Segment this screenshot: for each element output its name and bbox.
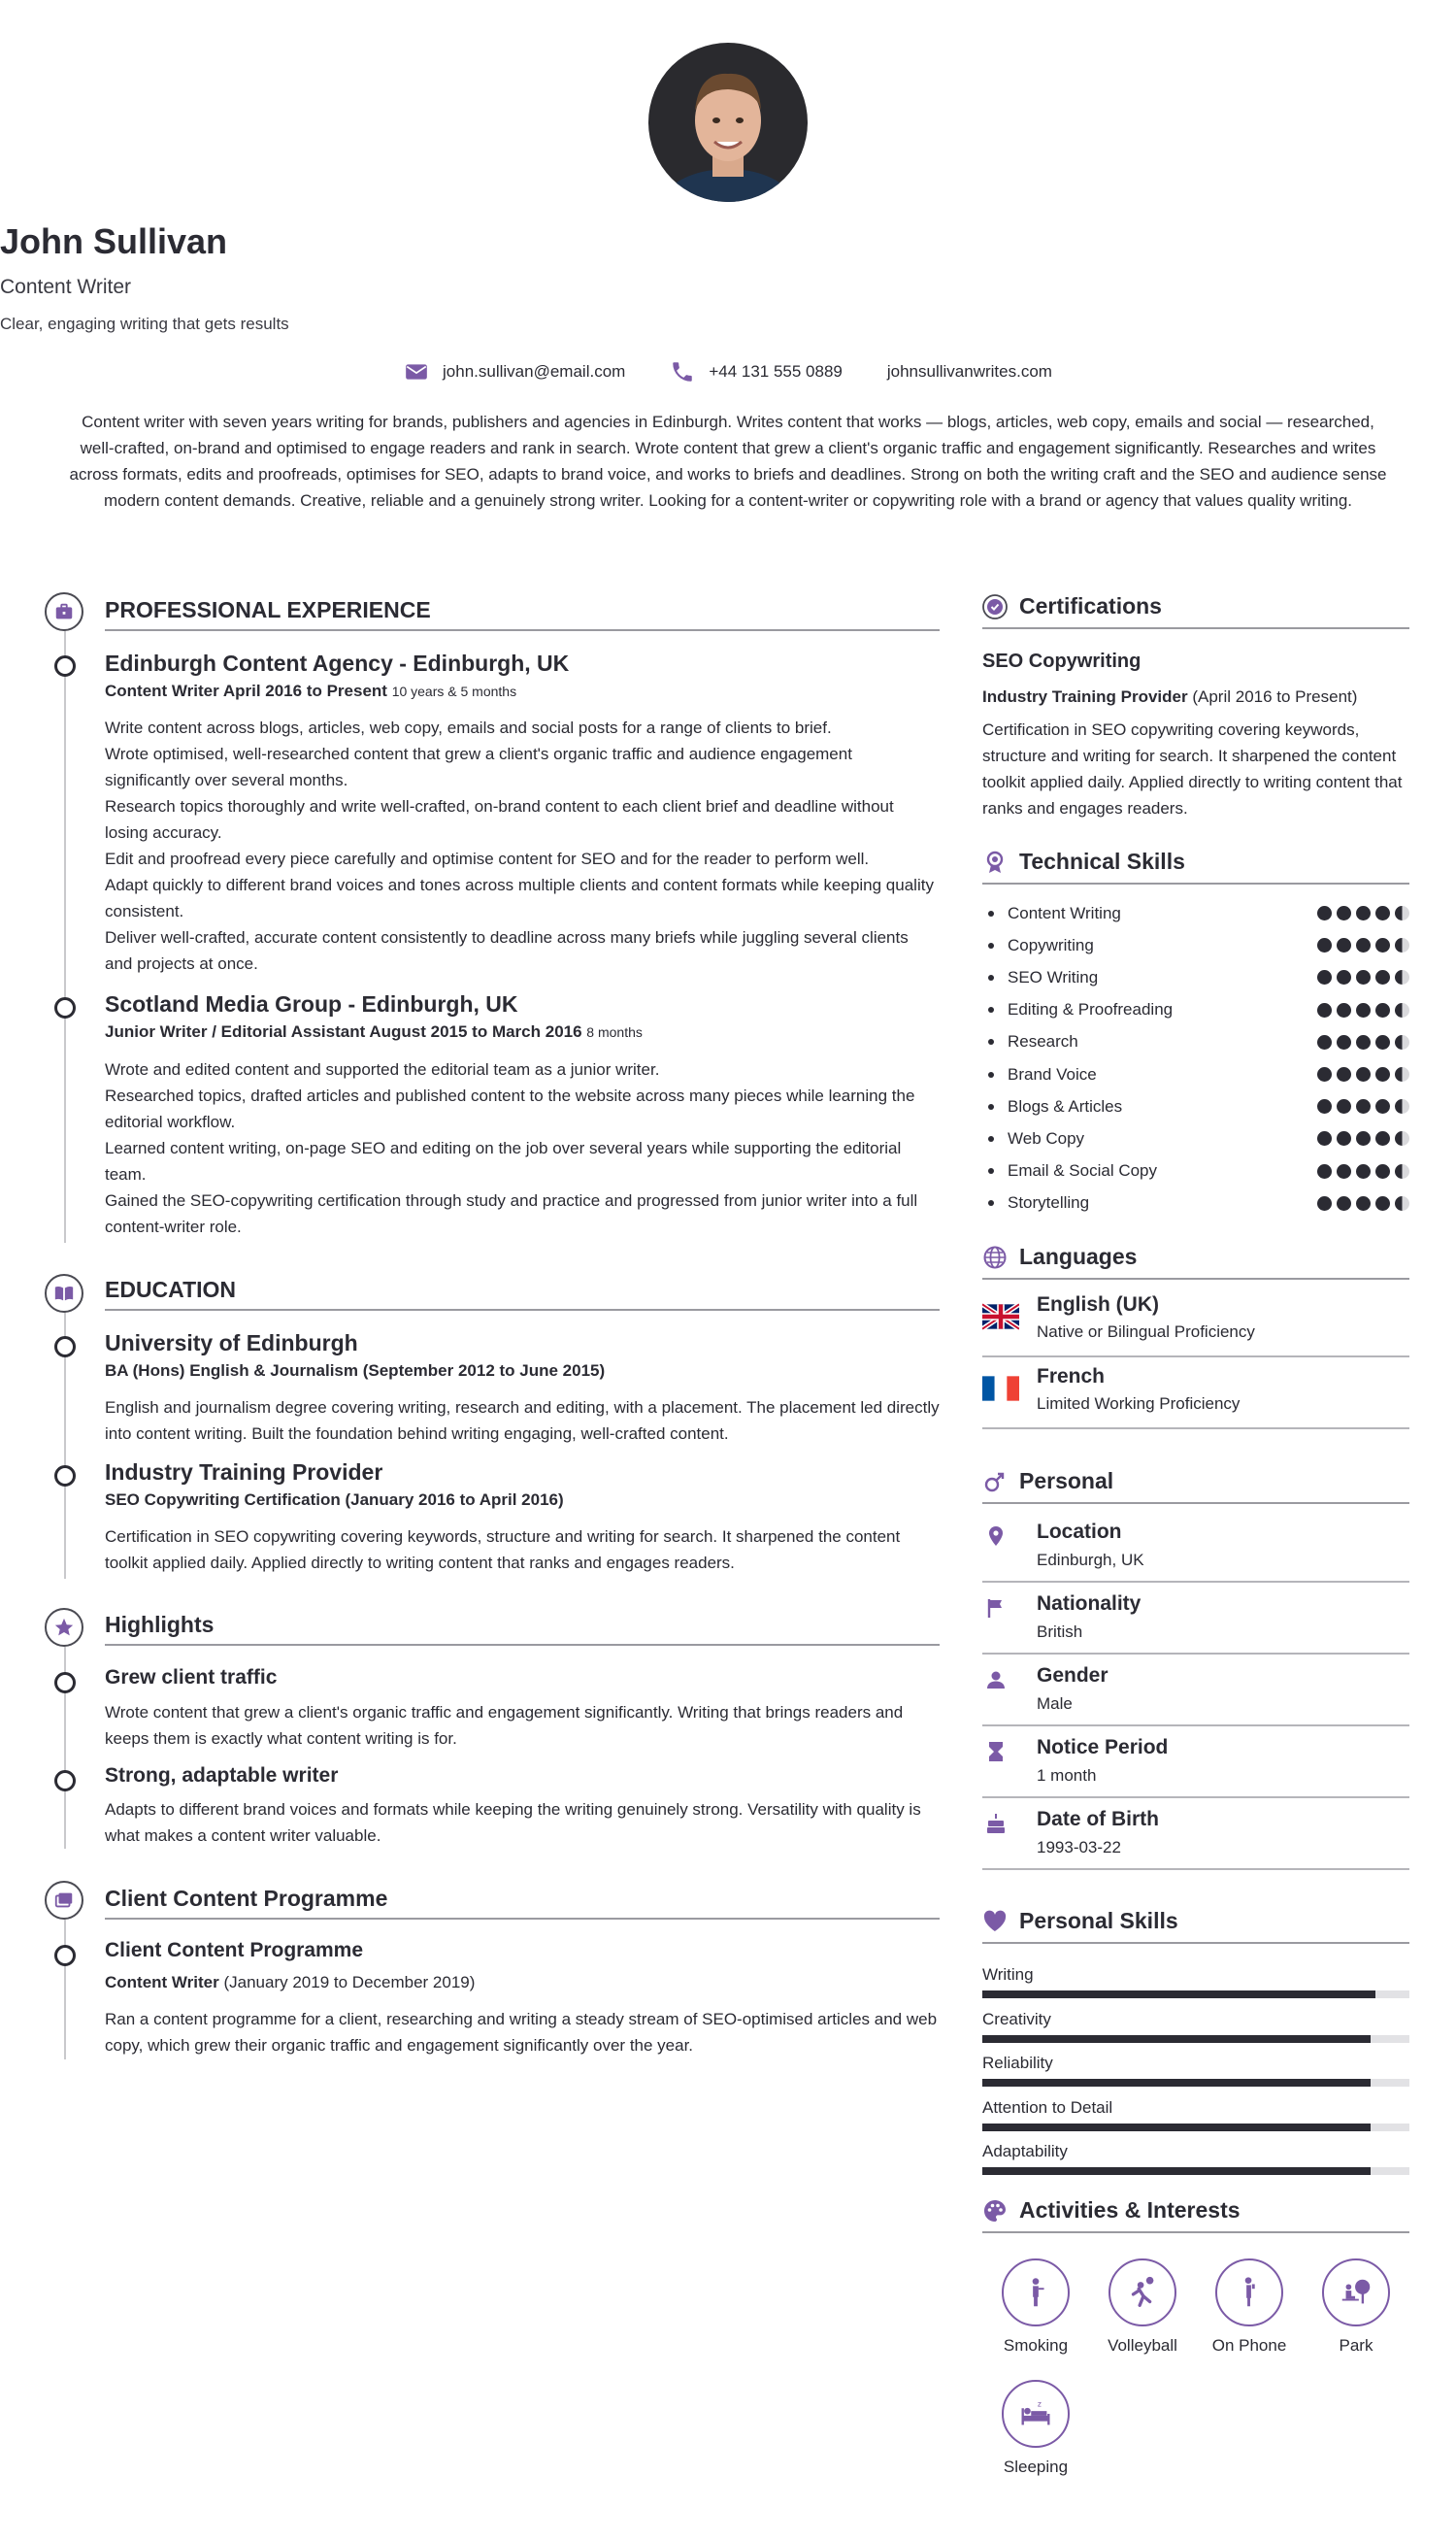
award-ribbon-icon xyxy=(982,850,1008,875)
timeline-dot xyxy=(54,1465,76,1487)
skill-rating xyxy=(1317,1196,1409,1211)
rating-dot xyxy=(1337,1003,1351,1018)
personal-skill-name: Attention to Detail xyxy=(982,2097,1113,2117)
rating-dot xyxy=(1356,1003,1371,1018)
list-item: Adapt quickly to different brand voices and tones across multiple clients and content formats while keeping quality consistent. xyxy=(105,876,934,920)
experience-description xyxy=(105,715,940,977)
list-item: Research topics thoroughly and write well-crafted, on-brand content to each client brief and deadline without losing accuracy. xyxy=(105,797,894,842)
candidate-name: John Sullivan xyxy=(0,221,228,261)
technical-skill-name: Web Copy xyxy=(1008,1128,1085,1148)
rating-dot xyxy=(1337,1131,1351,1146)
timeline-dot xyxy=(54,1336,76,1357)
experience-description xyxy=(105,1056,940,1240)
rating-dot xyxy=(1375,1035,1390,1050)
education-school: University of Edinburgh xyxy=(105,1330,358,1355)
park-icon xyxy=(1338,2274,1374,2311)
rating-dot xyxy=(1337,1164,1351,1179)
rating-dot xyxy=(1317,1035,1332,1050)
activity-label: On Phone xyxy=(1211,2336,1287,2355)
skill-bar-track xyxy=(982,2167,1409,2175)
email-contact[interactable] xyxy=(404,359,625,385)
personal-location xyxy=(982,1511,1409,1583)
rating-dot xyxy=(1395,1164,1409,1179)
experience-role: Content Writer April 2016 to Present 10 years & 5 months xyxy=(105,682,517,700)
rating-dot xyxy=(1395,1035,1409,1050)
rating-dot xyxy=(1395,1003,1409,1018)
palette-icon xyxy=(982,2198,1008,2224)
svg-text:z: z xyxy=(1037,2399,1042,2409)
rating-dot xyxy=(1337,1196,1351,1211)
personal-gender xyxy=(982,1655,1409,1726)
personal-label: Gender xyxy=(1037,1664,1109,1687)
rating-dot xyxy=(1356,1067,1371,1082)
flag-icon xyxy=(984,1596,1008,1620)
timeline-dot xyxy=(54,655,76,677)
languages-heading: Languages xyxy=(982,1244,1409,1280)
technical-skill-name: SEO Writing xyxy=(1008,967,1099,987)
experience-heading: PROFESSIONAL EXPERIENCE xyxy=(105,597,940,631)
technical-skill-row xyxy=(982,1122,1409,1154)
education-section-icon xyxy=(45,1274,83,1313)
skill-rating xyxy=(1317,1164,1409,1179)
rating-dot xyxy=(1375,1099,1390,1114)
technical-skill-row xyxy=(982,897,1409,929)
rating-dot xyxy=(1375,1131,1390,1146)
rating-dot xyxy=(1395,970,1409,985)
highlight-description: Adapts to different brand voices and formats while keeping the writing genuinely strong. Versatility with quality is what makes a content writer valuable. xyxy=(105,1800,921,1845)
star-icon xyxy=(53,1617,75,1638)
skill-bar-fill xyxy=(982,2167,1371,2175)
rating-dot xyxy=(1337,1035,1351,1050)
rating-dot xyxy=(1356,1196,1371,1211)
technical-skill-row xyxy=(982,961,1409,993)
activities-heading: Activities & Interests xyxy=(982,2197,1409,2233)
project-role: Content Writer (January 2019 to December 2019) xyxy=(105,1973,476,1991)
timeline-dot xyxy=(54,1770,76,1791)
education-degree: SEO Copywriting Certification (January 2016 to April 2016) xyxy=(105,1490,564,1509)
list-item: Edit and proofread every piece carefully and optimise content for SEO and for the reader to perform well. xyxy=(105,850,870,868)
timeline-dot xyxy=(54,1672,76,1693)
skill-bar-track xyxy=(982,2079,1409,2087)
personal-skill-row xyxy=(982,1965,1409,2009)
rating-dot xyxy=(1395,1099,1409,1114)
list-item: Wrote and edited content and supported the editorial team as a junior writer. xyxy=(105,1060,660,1079)
website-contact[interactable] xyxy=(887,359,1052,385)
technical-skill-name: Copywriting xyxy=(1008,935,1094,954)
technical-skill-name: Blogs & Articles xyxy=(1008,1096,1123,1116)
rating-dot xyxy=(1375,1067,1390,1082)
skill-rating xyxy=(1317,1035,1409,1050)
email-icon xyxy=(404,359,429,385)
personal-label: Notice Period xyxy=(1037,1736,1169,1758)
projects-section-icon xyxy=(45,1881,83,1920)
projects-timeline xyxy=(64,1920,66,2059)
personal-skill-name: Reliability xyxy=(982,2054,1053,2072)
education-degree: BA (Hons) English & Journalism (September 2012 to June 2015) xyxy=(105,1361,606,1380)
bullet xyxy=(988,1104,994,1110)
skill-bar-track xyxy=(982,2035,1409,2043)
education-description: Certification in SEO copywriting covering keywords, structure and writing for search. It sharpened the content toolkit applied daily. Applied directly to writing content that ranks and engages readers. xyxy=(105,1527,901,1572)
location-pin-icon xyxy=(984,1524,1008,1548)
smoking-icon xyxy=(1017,2274,1054,2311)
skill-rating xyxy=(1317,1099,1409,1114)
rating-dot xyxy=(1317,1131,1332,1146)
rating-dot xyxy=(1375,970,1390,985)
certification-name: SEO Copywriting xyxy=(982,651,1142,672)
activity-park xyxy=(1312,2258,1400,2356)
experience-company: Edinburgh Content Agency - Edinburgh, UK xyxy=(105,651,570,676)
language-level: Limited Working Proficiency xyxy=(1037,1394,1241,1413)
personal-skill-name: Writing xyxy=(982,1965,1034,1984)
bullet xyxy=(988,943,994,949)
skill-bar-fill xyxy=(982,2035,1371,2043)
technical-skill-name: Brand Voice xyxy=(1008,1064,1097,1084)
personal-nationality xyxy=(982,1583,1409,1655)
personal-skill-name: Adaptability xyxy=(982,2142,1068,2160)
personal-label: Date of Birth xyxy=(1037,1808,1159,1830)
skill-rating xyxy=(1317,970,1409,985)
rating-dot xyxy=(1317,906,1332,920)
badge-check-icon xyxy=(982,594,1008,619)
list-item: Learned content writing, on-page SEO and editing on the job over several years while supporting the editorial team. xyxy=(105,1139,902,1184)
france-flag-icon xyxy=(982,1375,1019,1402)
rating-dot xyxy=(1395,1131,1409,1146)
activity-label: Smoking xyxy=(1003,2336,1069,2355)
personal-date-of-birth xyxy=(982,1798,1409,1870)
language-english xyxy=(982,1286,1409,1357)
technical-skill-row xyxy=(982,1155,1409,1187)
highlight-title: Strong, adaptable writer xyxy=(105,1764,339,1787)
education-description: English and journalism degree covering writing, research and editing, with a placement. The placement led directly into content writing. Built the foundation behind writing engaging, well-crafted content. xyxy=(105,1398,940,1443)
experience-timeline xyxy=(64,629,66,1243)
technical-skill-name: Email & Social Copy xyxy=(1008,1161,1158,1181)
technical-skills-heading: Technical Skills xyxy=(982,849,1409,885)
rating-dot xyxy=(1356,1035,1371,1050)
phone-text[interactable]: +44 131 555 0889 xyxy=(709,362,843,381)
briefcase-icon xyxy=(53,601,75,622)
personal-skill-name: Creativity xyxy=(982,2009,1051,2028)
activity-label: Park xyxy=(1339,2336,1373,2355)
activity-on-phone xyxy=(1206,2258,1293,2356)
highlights-heading: Highlights xyxy=(105,1612,940,1646)
phone-person-icon xyxy=(1231,2274,1268,2311)
certifications-heading: Certifications xyxy=(982,593,1409,629)
timeline-dot xyxy=(54,997,76,1019)
technical-skill-row xyxy=(982,994,1409,1026)
rating-dot xyxy=(1317,1067,1332,1082)
activity-label: Sleeping xyxy=(1003,2458,1069,2476)
website-text[interactable]: johnsullivanwrites.com xyxy=(886,362,1052,381)
timeline-dot xyxy=(54,1945,76,1966)
bullet xyxy=(988,911,994,917)
uk-flag-icon xyxy=(982,1303,1019,1330)
activity-sleeping xyxy=(992,2380,1079,2477)
skill-bar-track xyxy=(982,2124,1409,2131)
personal-skill-row xyxy=(982,2010,1409,2054)
education-school: Industry Training Provider xyxy=(105,1459,383,1485)
rating-dot xyxy=(1337,1067,1351,1082)
male-symbol-icon xyxy=(982,1469,1008,1494)
rating-dot xyxy=(1356,1131,1371,1146)
personal-skill-row xyxy=(982,2054,1409,2097)
rating-dot xyxy=(1395,938,1409,953)
rating-dot xyxy=(1395,1196,1409,1211)
skill-rating xyxy=(1317,938,1409,953)
rating-dot xyxy=(1317,970,1332,985)
personal-value: Edinburgh, UK xyxy=(1037,1551,1144,1569)
project-title: Client Content Programme xyxy=(105,1939,364,1961)
rating-dot xyxy=(1356,938,1371,953)
bullet xyxy=(988,1039,994,1045)
globe-icon xyxy=(982,1245,1008,1270)
rating-dot xyxy=(1356,906,1371,920)
bullet xyxy=(988,975,994,981)
skill-bar-track xyxy=(982,1990,1409,1998)
rating-dot xyxy=(1395,1067,1409,1082)
list-item: Gained the SEO-copywriting certification through study and practice and progressed from junior writer into a full content-writer role. xyxy=(105,1191,918,1236)
personal-skill-row xyxy=(982,2142,1409,2186)
skill-rating xyxy=(1317,1131,1409,1146)
rating-dot xyxy=(1375,1164,1390,1179)
experience-company: Scotland Media Group - Edinburgh, UK xyxy=(105,991,518,1017)
technical-skill-name: Editing & Proofreading xyxy=(1008,1000,1174,1020)
bullet xyxy=(988,1168,994,1174)
technical-skill-row xyxy=(982,1187,1409,1220)
project-description: Ran a content programme for a client, researching and writing a steady stream of SEO-optimised articles and web copy, which grew their organic traffic and engagement significantly over the year. xyxy=(105,2010,938,2055)
personal-notice-period xyxy=(982,1726,1409,1798)
rating-dot xyxy=(1356,1164,1371,1179)
language-level: Native or Bilingual Proficiency xyxy=(1037,1322,1255,1341)
personal-skill-row xyxy=(982,2098,1409,2142)
skill-rating xyxy=(1317,1067,1409,1082)
technical-skill-row xyxy=(982,1058,1409,1090)
certification-provider: Industry Training Provider (April 2016 to Present) xyxy=(982,687,1358,706)
highlight-description: Wrote content that grew a client's organic traffic and engagement significantly. Writing that brings readers and keeps them is exactly what content writing is for. xyxy=(105,1703,904,1748)
activity-label: Volleyball xyxy=(1108,2336,1177,2355)
personal-value: Male xyxy=(1037,1694,1073,1713)
personal-label: Location xyxy=(1037,1521,1122,1543)
rating-dot xyxy=(1375,906,1390,920)
hourglass-icon xyxy=(984,1740,1008,1763)
rating-dot xyxy=(1337,906,1351,920)
experience-role: Junior Writer / Editorial Assistant August 2015 to March 2016 8 months xyxy=(105,1022,643,1041)
rating-dot xyxy=(1317,1099,1332,1114)
profile-summary: Content writer with seven years writing for brands, publishers and agencies in Edinburgh. Writes content that works — blogs, articles, web copy, emails and social — researched, well-crafted, on-brand and optimised to engage readers and rank in search. Wrote content that grew a client's organic traffic and engagement significantly. Researches and writes across formats, edits and proofreads, optimises for SEO, adapts to brand voice, and works to briefs and deadlines. Strong on both the writing craft and the SEO and audience sense modern content demands. Creative, reliable and a genuinely strong writer. Looking for a content-writer or copywriting role with a brand or agency that values quality writing. xyxy=(69,413,1387,510)
bullet xyxy=(988,1007,994,1013)
skill-bar-fill xyxy=(982,2079,1371,2087)
technical-skill-row xyxy=(982,929,1409,961)
rating-dot xyxy=(1317,1003,1332,1018)
email-text[interactable]: john.sullivan@email.com xyxy=(443,362,626,381)
open-book-icon xyxy=(53,1283,75,1304)
skill-bar-fill xyxy=(982,1990,1375,1998)
phone-contact[interactable] xyxy=(670,359,843,385)
sleeping-icon xyxy=(1017,2395,1054,2432)
contact-bar xyxy=(0,359,1456,385)
rating-dot xyxy=(1356,1099,1371,1114)
rating-dot xyxy=(1317,938,1332,953)
highlights-section-icon xyxy=(45,1608,83,1647)
list-item: Researched topics, drafted articles and published content to the website across many pieces while learning the editorial workflow. xyxy=(105,1087,915,1131)
skill-rating xyxy=(1317,906,1409,920)
technical-skill-name: Content Writing xyxy=(1008,903,1121,922)
certification-description: Certification in SEO copywriting covering keywords, structure and writing for search. It sharpened the content toolkit applied daily. Applied directly to writing content that ranks and engages readers. xyxy=(982,720,1403,818)
personal-value: British xyxy=(1037,1622,1083,1641)
folder-icon xyxy=(53,1890,75,1911)
rating-dot xyxy=(1375,938,1390,953)
rating-dot xyxy=(1337,938,1351,953)
personal-label: Nationality xyxy=(1037,1592,1142,1615)
technical-skill-name: Research xyxy=(1008,1032,1078,1052)
language-french xyxy=(982,1357,1409,1429)
technical-skill-name: Storytelling xyxy=(1008,1193,1090,1213)
heart-icon xyxy=(982,1909,1008,1934)
rating-dot xyxy=(1337,970,1351,985)
technical-skill-row xyxy=(982,1026,1409,1058)
cake-icon xyxy=(984,1812,1008,1835)
activity-volleyball xyxy=(1099,2258,1186,2356)
bullet xyxy=(988,1200,994,1206)
language-name: French xyxy=(1037,1365,1106,1388)
rating-dot xyxy=(1395,906,1409,920)
bullet xyxy=(988,1136,994,1142)
technical-skill-row xyxy=(982,1090,1409,1122)
highlight-title: Grew client traffic xyxy=(105,1666,278,1689)
rating-dot xyxy=(1356,970,1371,985)
rating-dot xyxy=(1317,1164,1332,1179)
personal-value: 1 month xyxy=(1037,1766,1097,1785)
rating-dot xyxy=(1375,1196,1390,1211)
list-item: Wrote optimised, well-researched content that grew a client's organic traffic and audience engagement significantly over several months. xyxy=(105,745,852,789)
job-title: Content Writer xyxy=(0,276,131,298)
personal-heading: Personal xyxy=(982,1468,1409,1504)
volleyball-icon xyxy=(1124,2274,1161,2311)
skill-rating xyxy=(1317,1003,1409,1018)
language-name: English (UK) xyxy=(1037,1293,1159,1316)
rating-dot xyxy=(1337,1099,1351,1114)
rating-dot xyxy=(1375,1003,1390,1018)
education-heading: EDUCATION xyxy=(105,1277,940,1311)
personal-skills-heading: Personal Skills xyxy=(982,1908,1409,1944)
projects-heading: Client Content Programme xyxy=(105,1886,940,1920)
profile-photo xyxy=(648,43,808,202)
skill-bar-fill xyxy=(982,2124,1371,2131)
list-item: Deliver well-crafted, accurate content consistently to deadline across many briefs while juggling several clients and projects at once. xyxy=(105,928,909,973)
list-item: Write content across blogs, articles, web copy, emails and social posts for a range of clients to brief. xyxy=(105,719,832,737)
phone-icon xyxy=(670,359,695,385)
briefcase-section-icon xyxy=(45,592,83,631)
bullet xyxy=(988,1072,994,1078)
tagline: Clear, engaging writing that gets results xyxy=(0,315,289,333)
person-icon xyxy=(984,1668,1008,1691)
rating-dot xyxy=(1317,1196,1332,1211)
activity-smoking xyxy=(992,2258,1079,2356)
personal-value: 1993-03-22 xyxy=(1037,1838,1121,1856)
